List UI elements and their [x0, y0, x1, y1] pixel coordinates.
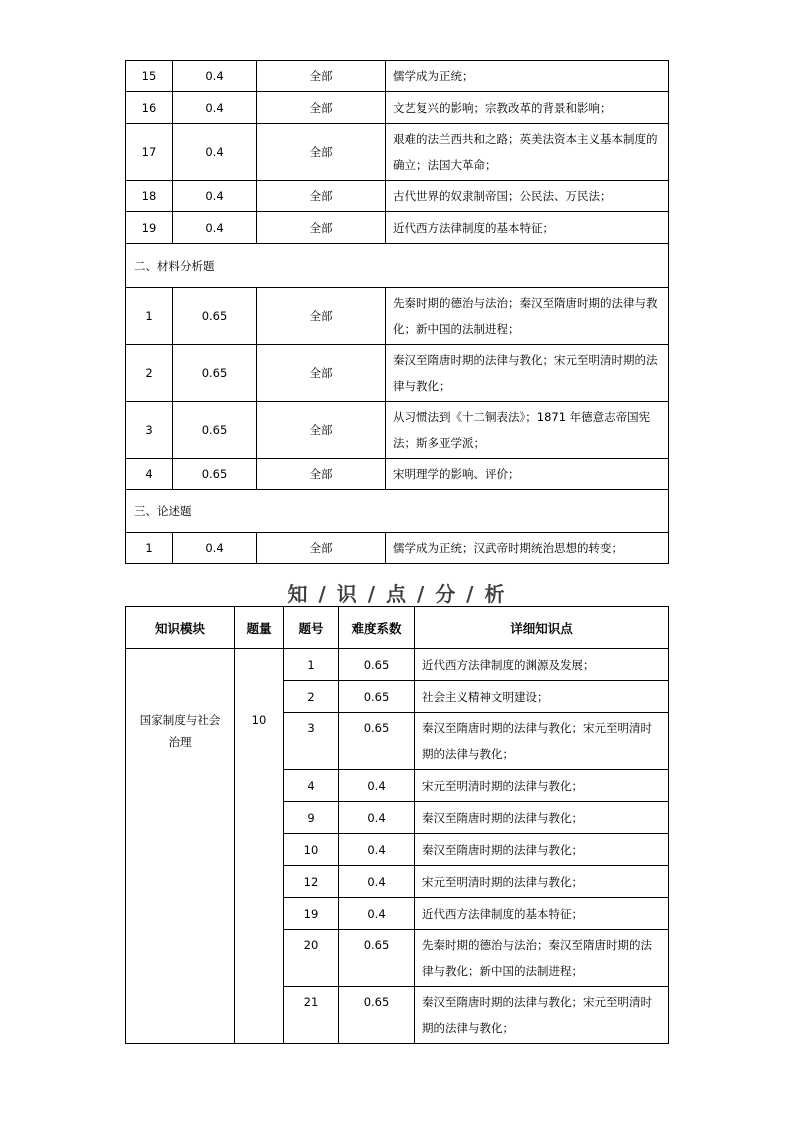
scope: 全部 — [257, 533, 386, 564]
difficulty: 0.65 — [173, 402, 257, 459]
question-number: 3 — [284, 713, 339, 770]
knowledge-points: 先秦时期的德治与法治；秦汉至隋唐时期的法律与教化；新中国的法制进程； — [415, 930, 669, 987]
difficulty: 0.4 — [339, 866, 415, 898]
difficulty: 0.4 — [339, 834, 415, 866]
question-number: 1 — [126, 288, 173, 345]
table-row — [126, 459, 669, 490]
knowledge-points: 秦汉至隋唐时期的法律与教化；宋元至明清时期的法律与教化； — [415, 987, 669, 1044]
knowledge-points: 秦汉至隋唐时期的法律与教化；宋元至明清时期的法律与教化； — [415, 713, 669, 770]
knowledge-points: 近代西方法律制度的基本特征； — [415, 898, 669, 930]
section-title: 知 / 识 / 点 / 分 / 析 — [287, 582, 507, 606]
difficulty: 0.65 — [339, 713, 415, 770]
knowledge-points: 宋元至明清时期的法律与教化； — [415, 770, 669, 802]
header-count: 题量 — [235, 607, 284, 649]
scope: 全部 — [257, 92, 386, 124]
difficulty: 0.4 — [339, 802, 415, 834]
difficulty: 0.4 — [173, 181, 257, 212]
knowledge-points: 秦汉至隋唐时期的法律与教化； — [415, 802, 669, 834]
question-number: 4 — [126, 459, 173, 490]
module-cell: 国家制度与社会治理 — [126, 649, 235, 1044]
knowledge-points: 宋元至明清时期的法律与教化； — [415, 866, 669, 898]
difficulty: 0.4 — [173, 92, 257, 124]
question-number: 4 — [284, 770, 339, 802]
scope: 全部 — [257, 288, 386, 345]
difficulty: 0.65 — [339, 987, 415, 1044]
table-row — [126, 212, 669, 244]
header-module: 知识模块 — [126, 607, 235, 649]
question-number: 2 — [126, 345, 173, 402]
section-row — [126, 490, 669, 533]
question-number: 9 — [284, 802, 339, 834]
table-row — [126, 288, 669, 345]
scope: 全部 — [257, 181, 386, 212]
question-number: 19 — [284, 898, 339, 930]
table-row — [126, 533, 669, 564]
knowledge-points: 古代世界的奴隶制帝国；公民法、万民法； — [386, 181, 669, 212]
table-row — [126, 181, 669, 212]
section-heading: 三、论述题 — [126, 490, 669, 533]
table-row — [126, 402, 669, 459]
table-row — [126, 124, 669, 181]
knowledge-points: 近代西方法律制度的渊源及发展； — [415, 649, 669, 681]
question-number: 18 — [126, 181, 173, 212]
question-number: 16 — [126, 92, 173, 124]
difficulty: 0.4 — [339, 898, 415, 930]
question-number: 19 — [126, 212, 173, 244]
difficulty: 0.65 — [339, 930, 415, 987]
question-number: 17 — [126, 124, 173, 181]
question-number: 1 — [284, 649, 339, 681]
table-row — [126, 61, 669, 92]
question-table — [125, 60, 669, 564]
difficulty: 0.4 — [339, 770, 415, 802]
difficulty: 0.4 — [173, 212, 257, 244]
knowledge-points: 秦汉至隋唐时期的法律与教化； — [415, 834, 669, 866]
question-number: 21 — [284, 987, 339, 1044]
scope: 全部 — [257, 459, 386, 490]
question-number: 1 — [126, 533, 173, 564]
table-row — [126, 345, 669, 402]
knowledge-points: 从习惯法到《十二铜表法》；1871 年德意志帝国宪法；斯多亚学派； — [386, 402, 669, 459]
knowledge-points: 先秦时期的德治与法治；秦汉至隋唐时期的法律与教化；新中国的法制进程； — [386, 288, 669, 345]
difficulty: 0.4 — [173, 124, 257, 181]
question-number: 2 — [284, 681, 339, 713]
knowledge-points: 宋明理学的影响、评价； — [386, 459, 669, 490]
header-detail: 详细知识点 — [415, 607, 669, 649]
question-number: 3 — [126, 402, 173, 459]
table-row — [126, 92, 669, 124]
scope: 全部 — [257, 402, 386, 459]
knowledge-points: 社会主义精神文明建设； — [415, 681, 669, 713]
difficulty: 0.65 — [173, 459, 257, 490]
question-number: 12 — [284, 866, 339, 898]
scope: 全部 — [257, 345, 386, 402]
difficulty: 0.65 — [339, 681, 415, 713]
scope: 全部 — [257, 212, 386, 244]
count-cell: 10 — [235, 649, 284, 1044]
difficulty: 0.65 — [173, 288, 257, 345]
knowledge-points: 近代西方法律制度的基本特征； — [386, 212, 669, 244]
question-number: 20 — [284, 930, 339, 987]
question-number: 15 — [126, 61, 173, 92]
knowledge-points: 艰难的法兰西共和之路；英美法资本主义基本制度的确立；法国大革命； — [386, 124, 669, 181]
difficulty: 0.65 — [339, 649, 415, 681]
difficulty: 0.65 — [173, 345, 257, 402]
difficulty: 0.4 — [173, 61, 257, 92]
header-number: 题号 — [284, 607, 339, 649]
knowledge-points: 儒学成为正统； — [386, 61, 669, 92]
knowledge-analysis-table — [125, 606, 669, 1044]
header-difficulty: 难度系数 — [339, 607, 415, 649]
section-heading: 二、材料分析题 — [126, 244, 669, 288]
knowledge-points: 秦汉至隋唐时期的法律与教化；宋元至明清时期的法律与教化； — [386, 345, 669, 402]
scope: 全部 — [257, 61, 386, 92]
question-number: 10 — [284, 834, 339, 866]
scope: 全部 — [257, 124, 386, 181]
table-row — [126, 649, 669, 681]
knowledge-points: 文艺复兴的影响；宗教改革的背景和影响； — [386, 92, 669, 124]
section-row — [126, 244, 669, 288]
header-row — [126, 607, 669, 649]
knowledge-points: 儒学成为正统；汉武帝时期统治思想的转变； — [386, 533, 669, 564]
difficulty: 0.4 — [173, 533, 257, 564]
